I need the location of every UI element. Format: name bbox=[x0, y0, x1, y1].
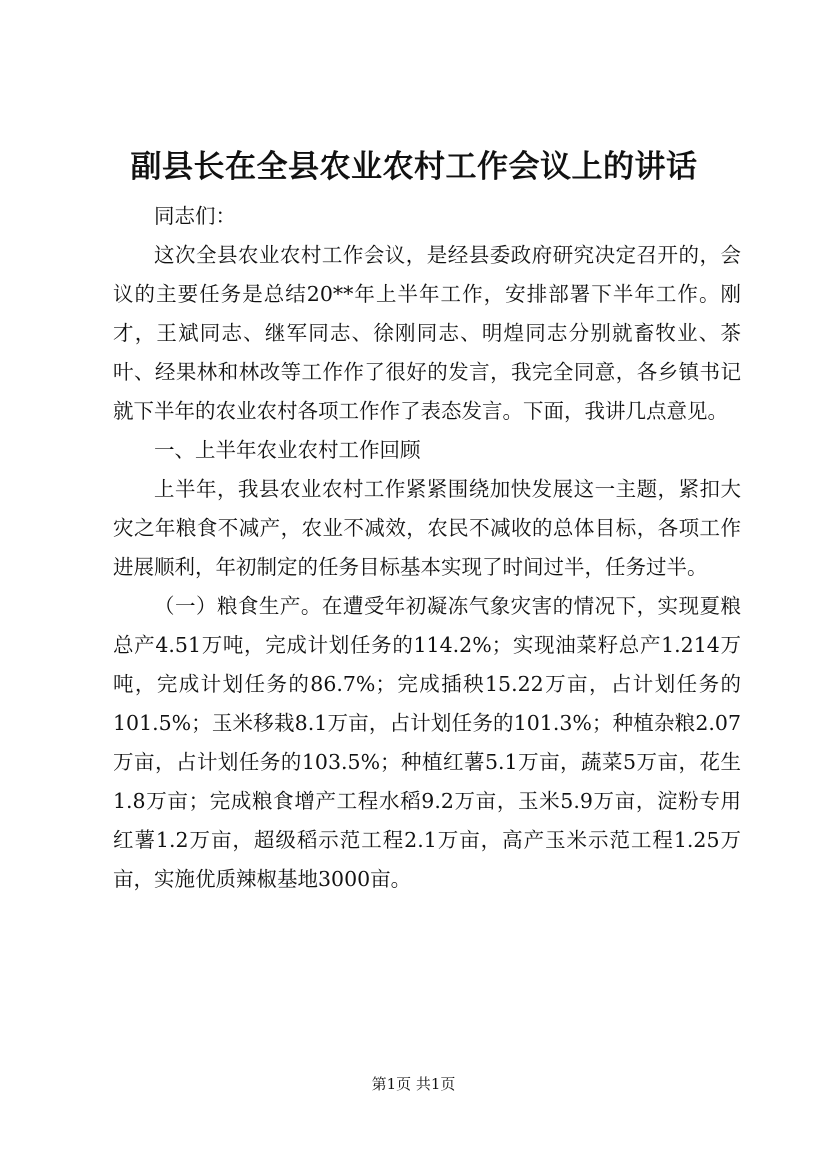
review-paragraph: 上半年，我县农业农村工作紧紧围绕加快发展这一主题，紧扣大灾之年粮食不减产，农业不减效，农民不减收的总体目标，各项工作进展顺利，年初制定的任务目标基本实现了时间过半，任务过半。 bbox=[113, 477, 741, 579]
page-number-footer: 第1页 共1页 bbox=[371, 1075, 456, 1093]
document-body bbox=[113, 197, 741, 899]
intro-paragraph: 这次全县农业农村工作会议，是经县委政府研究决定召开的，会议的主要任务是总结20**年上半年工作，安排部署下半年工作。刚才，王斌同志、继军同志、徐刚同志、明煌同志分别就畜牧业、茶叶、经果林和林改等工作作了很好的发言，我完全同意，各乡镇书记就下半年的农业农村各项工作作了表态发言。下面，我讲几点意见。 bbox=[113, 243, 741, 423]
salutation-paragraph: 同志们： bbox=[154, 204, 236, 228]
page-title: 副县长在全县农业农村工作会议上的讲话 bbox=[130, 149, 698, 185]
grain-production-paragraph: （一）粮食生产。在遭受年初凝冻气象灾害的情况下，实现夏粮总产4.51万吨，完成计划任务的114.2%；实现油菜籽总产1.214万吨，完成计划任务的86.7%；完成插秧15.22万亩，占计划任务的101.5%；玉米移栽8.1万亩，占计划任务的101.3%；种植杂粮2.07万亩，占计划任务的103.5%；种植红薯5.1万亩，蔬菜5万亩，花生1.8万亩；完成粮食增产工程水稻9.2万亩，玉米5.9万亩，淀粉专用红薯1.2万亩，超级稻示范工程2.1万亩，高产玉米示范工程1.25万亩，实施优质辣椒基地3000亩。 bbox=[113, 594, 741, 891]
section-heading: 一、上半年农业农村工作回顾 bbox=[154, 438, 421, 462]
